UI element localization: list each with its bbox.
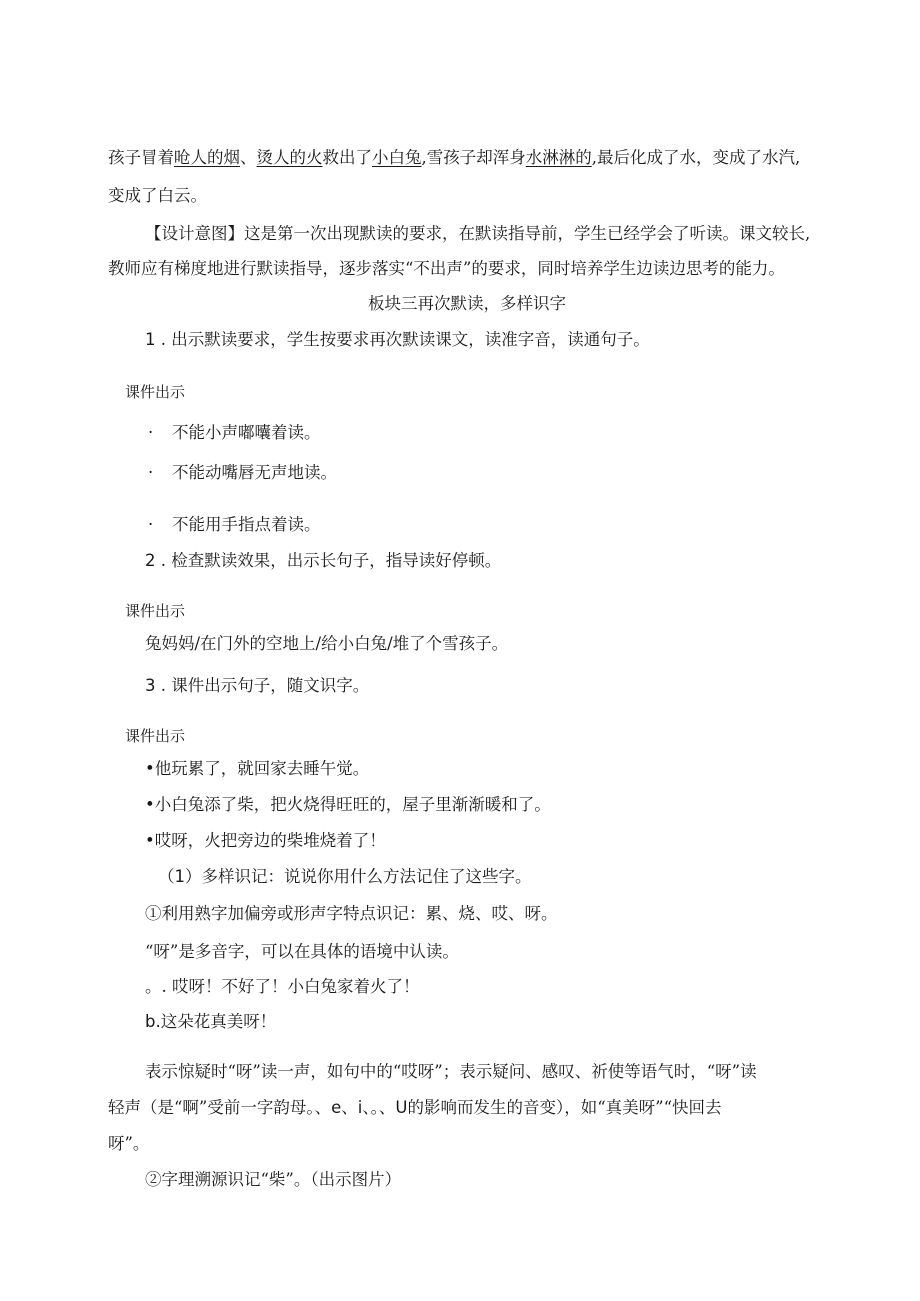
rule-text: 不能用手指点着读。 bbox=[172, 515, 321, 534]
sub-step-1 bbox=[158, 867, 532, 887]
long-sentence: 兔妈妈/在门外的空地上/给小白兔/堆了个雪孩子。 bbox=[145, 634, 509, 653]
text-segment: 、 bbox=[240, 148, 257, 167]
text-segment: 、。、 bbox=[362, 1098, 396, 1117]
example-sentence: •哎呀，火把旁边的柴堆烧着了！ bbox=[145, 831, 386, 850]
courseware-label: 课件出示 bbox=[125, 727, 186, 745]
text-segment: ,最后化成了水，变成了水汽, bbox=[591, 148, 801, 167]
step-text: . 课件出示句子，随文识字。 bbox=[160, 676, 370, 695]
vowel-letter: e bbox=[331, 1098, 342, 1117]
underlined-phrase: 小白兔 bbox=[372, 148, 422, 167]
step-3 bbox=[145, 676, 369, 696]
explanation-line: 呀”。 bbox=[108, 1134, 150, 1153]
example-sentence: •小白兔添了柴，把火烧得旺旺的，屋子里渐渐暖和了。 bbox=[145, 795, 551, 814]
example-label: b. bbox=[145, 1012, 161, 1031]
courseware-label: 课件出示 bbox=[125, 602, 186, 620]
step-number: 2 bbox=[145, 551, 156, 570]
design-intent-line: 【设计意图】这是第一次出现默读的要求，在默读指导前，学生已经学会了听读。课文较长, bbox=[145, 224, 811, 243]
step-1 bbox=[145, 330, 650, 350]
underlined-phrase: 烫人的火 bbox=[256, 148, 323, 167]
rule-item bbox=[148, 515, 321, 535]
example-sentence: •他玩累了，就回家去睡午觉。 bbox=[145, 759, 370, 778]
explanation-line: 表示惊疑时“呀”读一声，如句中的“哎呀”；表示疑问、感叹、祈使等语气时，“呀”读 bbox=[145, 1062, 757, 1081]
step-number: 1 bbox=[145, 330, 156, 349]
underlined-phrase: 水淋淋的 bbox=[525, 148, 592, 167]
text-segment: 救出了 bbox=[322, 148, 372, 167]
paragraph-line bbox=[108, 148, 800, 168]
example-text: 这朵花真美呀！ bbox=[160, 1012, 277, 1031]
vowel-letter: i bbox=[357, 1098, 363, 1117]
method-1: ①利用熟字加偏旁或形声字特点识记：累、烧、哎、呀。 bbox=[145, 904, 558, 923]
bullet-icon: · bbox=[148, 463, 154, 482]
step-2 bbox=[145, 551, 501, 571]
bullet-icon: · bbox=[148, 515, 154, 534]
text-segment: ,雪孩子却浑身 bbox=[421, 148, 526, 167]
design-intent-line: 教师应有梯度地进行默读指导，逐步落实“不出声”的要求，同时培养学生边读边思考的能力。 bbox=[108, 259, 785, 278]
sub-step-number: （1） bbox=[158, 867, 202, 886]
rule-text: 不能小声嘟囔着读。 bbox=[172, 423, 321, 442]
paragraph-line: 变成了白云。 bbox=[108, 186, 207, 205]
sub-step-text: 多样识记：说说你用什么方法记住了这些字。 bbox=[201, 867, 532, 886]
underlined-phrase: 呛人的烟 bbox=[174, 148, 240, 167]
step-number: 3 bbox=[145, 676, 156, 695]
example-a: 。. 哎呀！不好了！小白兔家着火了！ bbox=[145, 977, 420, 996]
rule-item bbox=[148, 463, 337, 483]
step-text: . 检查默读效果，出示长句子，指导读好停顿。 bbox=[160, 551, 502, 570]
explanation-line bbox=[108, 1098, 722, 1118]
example-b bbox=[145, 1012, 276, 1032]
polyphone-note: “呀”是多音字，可以在具体的语境中认读。 bbox=[145, 942, 459, 961]
rule-text: 不能动嘴唇无声地读。 bbox=[172, 463, 337, 482]
vowel-letter: U bbox=[395, 1098, 408, 1117]
bullet-icon: · bbox=[148, 423, 154, 442]
rule-item bbox=[148, 423, 321, 443]
text-segment: 、 bbox=[341, 1098, 358, 1117]
section-title: 板块三再次默读，多样识字 bbox=[368, 294, 566, 313]
courseware-label: 课件出示 bbox=[125, 383, 186, 401]
text-segment: 孩子冒着 bbox=[108, 148, 174, 167]
text-segment: 的影响而发生的音变），如“真美呀”“快回去 bbox=[407, 1098, 722, 1117]
text-segment: 轻声（是“啊”受前一字韵母。、 bbox=[108, 1098, 332, 1117]
method-2: ②字理溯源识记“柴”。（出示图片） bbox=[145, 1170, 402, 1189]
step-text: . 出示默读要求，学生按要求再次默读课文，读准字音，读通句子。 bbox=[160, 330, 650, 349]
